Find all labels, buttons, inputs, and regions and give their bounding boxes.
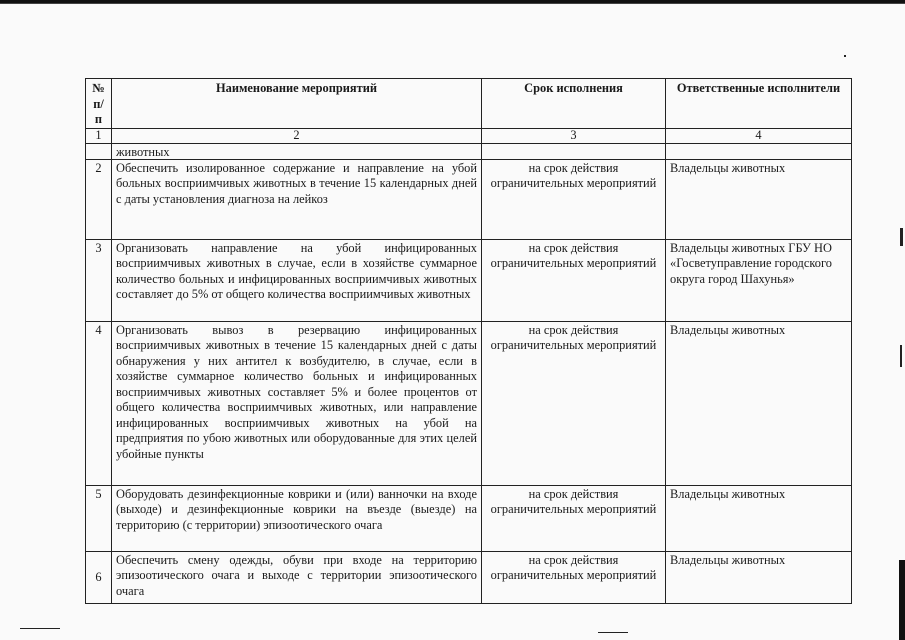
- measure-name: Организовать направление на убой инфицированных восприимчивых животных в случае, если в хозяйстве суммарное количество больных и инфицированных восприимчивых животных составляет до 5% от общего количества восприимчивых животных: [112, 239, 482, 321]
- scan-speck: [844, 55, 846, 57]
- row-number: 5: [86, 485, 112, 551]
- column-index: 3: [482, 128, 666, 143]
- table-row: [86, 239, 852, 321]
- measure-responsible: Владельцы животных: [666, 551, 852, 603]
- scan-speck: [900, 345, 902, 367]
- header-name: Наименование мероприятий: [112, 79, 482, 129]
- column-index: 1: [86, 128, 112, 143]
- measure-term: на срок действия ограничительных мероприятий: [482, 239, 666, 321]
- scan-speck: [598, 632, 628, 633]
- table-row: [86, 159, 852, 239]
- table-row: [86, 551, 852, 603]
- scan-speck: [900, 228, 903, 246]
- measure-term: на срок действия ограничительных мероприятий: [482, 321, 666, 485]
- measure-responsible: Владельцы животных: [666, 159, 852, 239]
- measure-name: Обеспечить изолированное содержание и направление на убой больных восприимчивых животных в течение 15 календарных дней с даты установления диагноза на лейкоз: [112, 159, 482, 239]
- measure-name: Оборудовать дезинфекционные коврики и (или) ванночки на входе (выходе) и дезинфекционные коврики на въезде (выезде) на территорию (с территории) эпизоотического очага: [112, 485, 482, 551]
- measure-name: Обеспечить смену одежды, обуви при входе на территорию эпизоотического очага и выходе с территории эпизоотического очага: [112, 551, 482, 603]
- row-number: 6: [86, 551, 112, 603]
- header-num: № п/п: [86, 79, 112, 129]
- table-row: [86, 485, 852, 551]
- continued-row: [86, 143, 852, 159]
- row-number: 4: [86, 321, 112, 485]
- row-number: 2: [86, 159, 112, 239]
- header-resp: Ответственные исполнители: [666, 79, 852, 129]
- scan-edge-right: [899, 560, 905, 640]
- row-number: 3: [86, 239, 112, 321]
- scan-speck: [20, 628, 60, 629]
- measure-term: на срок действия ограничительных мероприятий: [482, 485, 666, 551]
- scan-top-edge: [0, 0, 905, 6]
- measure-name: Организовать вывоз в резервацию инфицированных восприимчивых животных в течение 15 календарных дней с даты обнаружения у них антител к возбудителю, в случае, если в хозяйстве суммарное количество больных и инфицированных восприимчивых животных составляет 5% и более процентов от общего количества восприимчивых животных, или направление инфицированных восприимчивых животных на убой на предприятия по убою животных или оборудованные для этих целей убойные пункты: [112, 321, 482, 485]
- column-index-row: [86, 128, 852, 143]
- continued-text: животных: [112, 143, 482, 159]
- measures-table: [85, 78, 852, 604]
- measure-responsible: Владельцы животных: [666, 485, 852, 551]
- measure-term: на срок действия ограничительных мероприятий: [482, 551, 666, 603]
- header-term: Срок исполнения: [482, 79, 666, 129]
- measure-term: на срок действия ограничительных мероприятий: [482, 159, 666, 239]
- table-header-row: [86, 79, 852, 129]
- table-row: [86, 321, 852, 485]
- column-index: 2: [112, 128, 482, 143]
- column-index: 4: [666, 128, 852, 143]
- measure-responsible: Владельцы животных: [666, 321, 852, 485]
- measure-responsible: Владельцы животных ГБУ НО «Госветуправление городского округа город Шахунья»: [666, 239, 852, 321]
